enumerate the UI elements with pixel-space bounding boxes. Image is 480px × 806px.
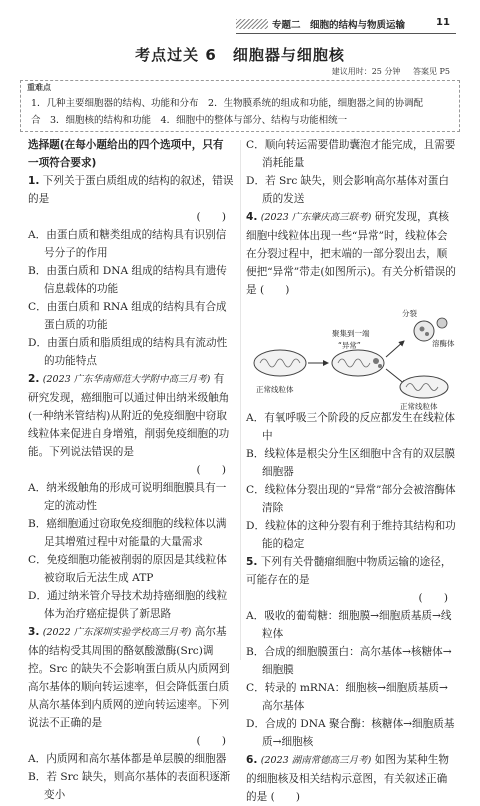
left-column (28, 136, 234, 804)
option-b: B．线粒体是根尖分生区细胞中含有的双层膜细胞器 (246, 448, 456, 478)
answer-bracket: ( ) (196, 464, 226, 476)
question-number: 1. (28, 175, 40, 187)
arrow-2 (386, 341, 404, 357)
question-text: 下列关于蛋白质组成的结构的叙述，错误的是 (28, 175, 234, 205)
question-6 (246, 751, 456, 806)
question-4 (246, 208, 456, 553)
option-b: B．若 Src 缺失，则高尔基体的表面积逐渐变小 (28, 771, 231, 801)
mitochondria-division-figure (246, 301, 456, 411)
label-lysosome: 溶酶体 (432, 339, 455, 348)
header-rule (236, 33, 456, 34)
question-source: (2023 湖南常德高三月考) (260, 755, 372, 766)
question-number: 5. (246, 556, 258, 568)
option-b: B．癌细胞通过窃取免疫细胞的线粒体以满足其增殖过程中对能量的大量需求 (28, 518, 227, 548)
answer-bracket: ( ) (418, 592, 448, 604)
option-d: D．通过纳米管介导技术劫持癌细胞的线粒体为治疗癌症提供了新思路 (28, 590, 228, 620)
question-number: 6. (246, 754, 258, 766)
page-header (0, 0, 480, 40)
option-c: C．线粒体分裂出现的“异常”部分会被溶酶体清除 (246, 484, 456, 514)
answer-bracket: ( ) (196, 211, 226, 223)
label-normal-right: 正常线粒体 (400, 402, 438, 411)
option-a: A．有氧呼吸三个阶段的反应都发生在线粒体中 (246, 412, 455, 442)
option-d: D．线粒体的这种分裂有利于维持其结构和功能的稳定 (246, 520, 456, 550)
option-b: B．合成的细胞膜蛋白：高尔基体→核糖体→细胞膜 (246, 646, 452, 676)
question-text: 高尔基体的结构受其周围的酪氨酸激酶(Src)调控。Src 的缺失不会影响蛋白质从内质网到高尔基体的顺向转运速率，但会降低蛋白质从高尔基体到内质网的逆向转运速率。下列说法不正确的是 (28, 626, 230, 729)
key-points-line-1: 1．几种主要细胞器的结构、功能和分布 2．生物膜系统的组成和功能，细胞器之间的协调配 (31, 98, 424, 109)
question-stem (246, 751, 456, 806)
option-c: C．转录的 mRNA：细胞核→细胞质基质→高尔基体 (246, 682, 448, 712)
question-text: 研究发现，真核细胞中线粒体出现一些“异常”时，线粒体会在分裂过程中，把末端的一部分裂出去，顺便把“异常”带走(如图所示)。有关分析错误的是 (246, 211, 456, 296)
option-a: A．吸收的葡萄糖：细胞膜→细胞质基质→线粒体 (246, 610, 452, 640)
key-points-line-2: 合 3．细胞核的结构和功能 4．细胞中的整体与部分、结构与功能相统一 (31, 115, 348, 126)
label-abnormal: “异常” (338, 341, 361, 350)
q3-option-c: C．顺向转运需要借助囊泡才能完成，且需要消耗能量 (246, 139, 456, 169)
option-d: D．合成的 DNA 聚合酶：核糖体→细胞质基质→细胞核 (246, 718, 455, 748)
question-text: 下列有关骨髓瘤细胞中物质运输的途径，可能存在的是 (246, 556, 452, 586)
normal-mitochondrion-right (400, 376, 448, 398)
label-normal-left: 正常线粒体 (256, 385, 294, 394)
option-d: D．由蛋白质和脂质组成的结构具有流动性的功能特点 (28, 337, 228, 367)
q3-option-d: D．若 Src 缺失，则会影响高尔基体对蛋白质的发送 (246, 175, 449, 205)
answer-bracket: ( ) (259, 284, 290, 296)
header-hatch-decoration (236, 19, 268, 29)
question-source: (2023 广东华南师范大学附中高三月考) (42, 374, 211, 385)
answer-bracket: ( ) (196, 735, 226, 747)
question-text: 有研究发现，癌细胞可以通过伸出纳米级触角(一种纳米管结构)从附近的免疫细胞中窃取线粒体来促进自身增殖，削弱免疫细胞的功能。下列说法错误的是 (28, 373, 230, 458)
answer-bracket: ( ) (270, 791, 301, 803)
header-section-title: 专题二 细胞的结构与物质运输 (272, 20, 406, 31)
question-2 (28, 370, 234, 623)
label-recycle: 聚集到一端 (332, 329, 370, 338)
question-source: (2023 广东肇庆高三联考) (260, 212, 372, 223)
question-number: 2. (28, 373, 40, 385)
option-a: A．纳米级触角的形成可说明细胞膜具有一定的流动性 (28, 482, 227, 512)
question-source: (2022 广东深圳实验学校高三月考) (42, 627, 192, 638)
question-3 (28, 623, 234, 804)
option-b: B．由蛋白质和 DNA 组成的结构具有遗传信息载体的功能 (28, 265, 227, 295)
key-points-box (20, 80, 460, 132)
question-5 (246, 553, 456, 751)
time-info (322, 66, 450, 77)
section-heading: 选择题(在每小题给出的四个选项中，只有一项符合要求) (28, 139, 224, 169)
question-stem (246, 208, 456, 299)
option-a: A．由蛋白质和糖类组成的结构具有识别信号分子的作用 (28, 229, 227, 259)
column-divider (240, 140, 241, 660)
question-text: 如图为某种生物的细胞核及相关结构示意图，有关叙述正确的是 (246, 754, 449, 803)
question-number: 4. (246, 211, 258, 223)
question-stem (28, 623, 234, 732)
option-c: C．免疫细胞功能被削弱的原因是其线粒体被窃取后无法生成 ATP (28, 554, 227, 584)
suggested-time: 建议用时：25 分钟 (331, 67, 401, 76)
question-stem (246, 553, 456, 589)
question-1 (28, 172, 234, 370)
key-points-label: 重难点 (27, 83, 51, 92)
question-number: 3. (28, 626, 40, 638)
normal-mitochondrion-left (254, 350, 306, 376)
answer-reference: 答案见 P5 (412, 67, 450, 76)
question-stem (28, 370, 234, 461)
right-column (246, 136, 456, 806)
page-title: 考点过关 6 细胞器与细胞核 (135, 46, 345, 64)
label-division: 分裂 (402, 309, 417, 318)
option-c: C．由蛋白质和 RNA 组成的结构具有合成蛋白质的功能 (28, 301, 227, 331)
question-stem (28, 172, 234, 208)
option-a: A．内质网和高尔基体都是单层膜的细胞器 (28, 753, 227, 765)
page-number: 11 (436, 17, 450, 28)
